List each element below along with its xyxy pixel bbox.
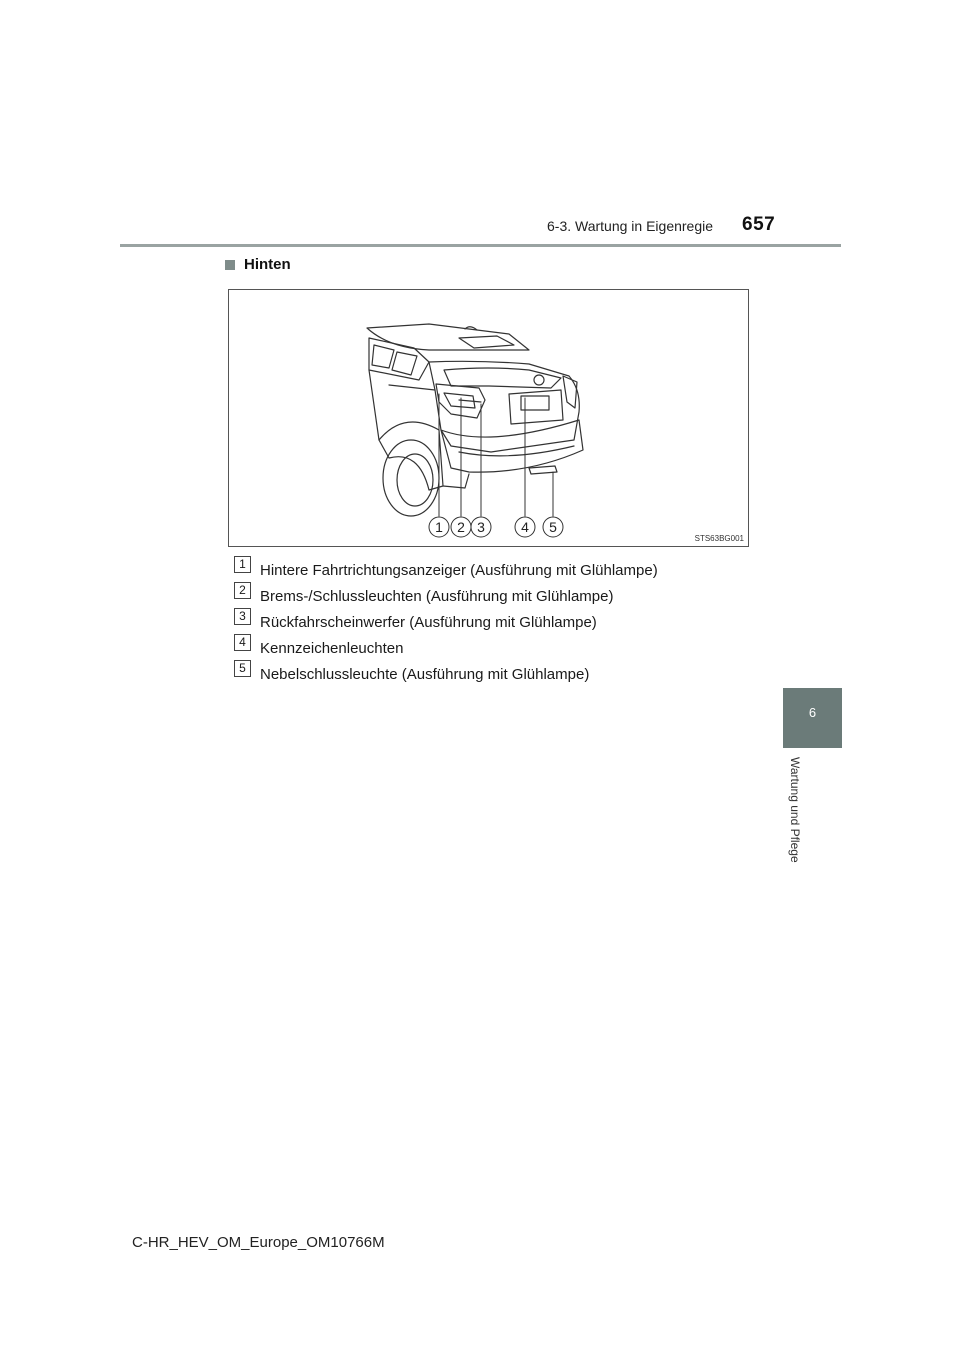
legend-item [234,661,658,687]
callout-markers [229,290,748,546]
callout-3: 3 [477,519,485,535]
page-number: 657 [742,214,776,235]
callout-5: 5 [549,519,557,535]
legend-item [234,557,658,583]
legend-number: 4 [234,634,251,651]
legend-text: Kennzeichenleuchten [260,639,404,657]
chapter-number: 6 [808,705,817,720]
callout-1: 1 [435,519,443,535]
legend-item [234,635,658,661]
legend-item [234,609,658,635]
callout-4: 4 [521,519,529,535]
section-heading [225,256,291,273]
header-divider [120,244,841,247]
legend-text: Nebelschlussleuchte (Ausführung mit Glühlampe) [260,665,590,683]
legend-list [234,557,658,687]
legend-number: 3 [234,608,251,625]
chapter-title: Wartung und Pflege [788,757,802,863]
figure-code: STS63BG001 [694,534,744,543]
legend-text: Rückfahrscheinwerfer (Ausführung mit Glühlampe) [260,613,597,631]
footer-doc-id: C-HR_HEV_OM_Europe_OM10766M [132,1234,385,1251]
running-header-section: 6-3. Wartung in Eigenregie [547,218,714,234]
legend-number: 1 [234,556,251,573]
heading-square-icon [225,260,235,270]
section-heading-text: Hinten [244,256,291,273]
callout-2: 2 [457,519,465,535]
legend-item [234,583,658,609]
legend-number: 5 [234,660,251,677]
legend-number: 2 [234,582,251,599]
legend-text: Hintere Fahrtrichtungsanzeiger (Ausführung mit Glühlampe) [260,561,658,579]
chapter-tab [783,688,842,748]
legend-text: Brems-/Schlussleuchten (Ausführung mit Glühlampe) [260,587,614,605]
rear-lights-figure [228,289,749,547]
